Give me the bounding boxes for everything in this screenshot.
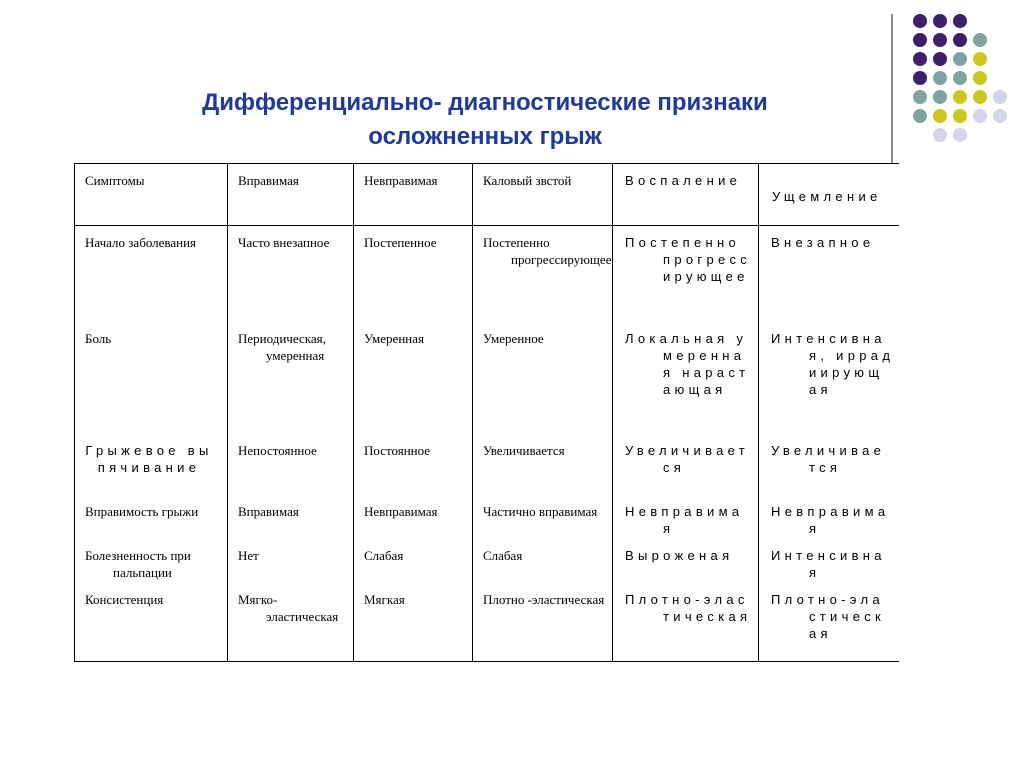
- table-cell: Увеличивается: [759, 434, 899, 495]
- table-cell: Мягкая: [354, 583, 473, 662]
- decorative-dot: [933, 109, 947, 123]
- table-cell: Болезненность при пальпации: [75, 539, 228, 583]
- table-cell: Увеличивается: [473, 434, 613, 495]
- table-cell: Постоянное: [354, 434, 473, 495]
- table-cell: Внезапное: [759, 226, 899, 322]
- decorative-dot: [913, 90, 927, 104]
- decorative-dot: [913, 33, 927, 47]
- table-cell: Интенсивная, иррадиирующая: [759, 322, 899, 434]
- decorative-dot: [933, 52, 947, 66]
- table-row: [75, 226, 899, 322]
- column-header: Ущемление: [759, 164, 899, 226]
- table-cell: Выроженая: [613, 539, 759, 583]
- table-row: [75, 583, 899, 662]
- decorative-dot: [933, 33, 947, 47]
- table-cell: Невправимая: [759, 495, 899, 539]
- decorative-dot: [913, 109, 927, 123]
- decorative-dot: [973, 52, 987, 66]
- decorative-dot: [953, 52, 967, 66]
- table-cell: Непостоянное: [228, 434, 354, 495]
- decorative-dot: [953, 109, 967, 123]
- table-cell: Невправимая: [354, 495, 473, 539]
- decorative-dot: [993, 109, 1007, 123]
- table-cell: Часто внезапное: [228, 226, 354, 322]
- table-cell: Консистенция: [75, 583, 228, 662]
- decorative-dot: [953, 90, 967, 104]
- decorative-dot: [973, 33, 987, 47]
- table-cell: Нет: [228, 539, 354, 583]
- table-cell: Слабая: [354, 539, 473, 583]
- table-cell: Грыжевое выпячивание: [75, 434, 228, 495]
- table-cell: Невправимая: [613, 495, 759, 539]
- table-cell: Периодическая, умеренная: [228, 322, 354, 434]
- decorative-dot: [913, 14, 927, 28]
- table-cell: Постепенно прогрессирующее: [613, 226, 759, 322]
- decorative-dot: [953, 14, 967, 28]
- table-cell: Умеренное: [473, 322, 613, 434]
- table-cell: Мягко-эластическая: [228, 583, 354, 662]
- table-cell: Интенсивная: [759, 539, 899, 583]
- column-header: Каловый звстой: [473, 164, 613, 226]
- table-cell: Вправимая: [228, 495, 354, 539]
- decorative-dot: [953, 71, 967, 85]
- table-row: [75, 434, 899, 495]
- column-header: Вправимая: [228, 164, 354, 226]
- table-cell: Вправимость грыжи: [75, 495, 228, 539]
- table-cell: Постепенное: [354, 226, 473, 322]
- decorative-dot: [973, 90, 987, 104]
- slide-title-line-1: Дифференциально- диагностические признаки: [202, 89, 768, 116]
- decorative-dot: [913, 52, 927, 66]
- table-row: [75, 539, 899, 583]
- table-cell: Слабая: [473, 539, 613, 583]
- table-cell: Боль: [75, 322, 228, 434]
- decorative-dot: [933, 14, 947, 28]
- decorative-dot: [993, 90, 1007, 104]
- decorative-dot: [953, 33, 967, 47]
- hernia-diagnostic-table: [74, 163, 899, 662]
- decorative-dot: [933, 71, 947, 85]
- slide-title-line-2: осложненных грыж: [368, 123, 602, 150]
- table-cell: Начало заболевания: [75, 226, 228, 322]
- decorative-dot: [933, 128, 947, 142]
- column-header: Симптомы: [75, 164, 228, 226]
- table-row: [75, 322, 899, 434]
- column-header: Воспаление: [613, 164, 759, 226]
- decorative-dot: [973, 109, 987, 123]
- column-header: Невправимая: [354, 164, 473, 226]
- table-cell: Увеличивается: [613, 434, 759, 495]
- slide-title: [90, 86, 880, 154]
- table-cell: Частично вправимая: [473, 495, 613, 539]
- table-header-row: [75, 164, 899, 226]
- decorative-dot: [973, 71, 987, 85]
- table-cell: Плотно-эластическая: [613, 583, 759, 662]
- decorative-vertical-rule: [891, 14, 893, 164]
- table-cell: Локальная умеренная нарастающая: [613, 322, 759, 434]
- decorative-dot: [913, 71, 927, 85]
- table-cell: Плотно-эластическая: [759, 583, 899, 662]
- decorative-dot: [953, 128, 967, 142]
- table-cell: Умеренная: [354, 322, 473, 434]
- decorative-dot: [933, 90, 947, 104]
- table-cell: Постепенно прогрессирующее: [473, 226, 613, 322]
- table-row: [75, 495, 899, 539]
- table-cell: Плотно -эластическая: [473, 583, 613, 662]
